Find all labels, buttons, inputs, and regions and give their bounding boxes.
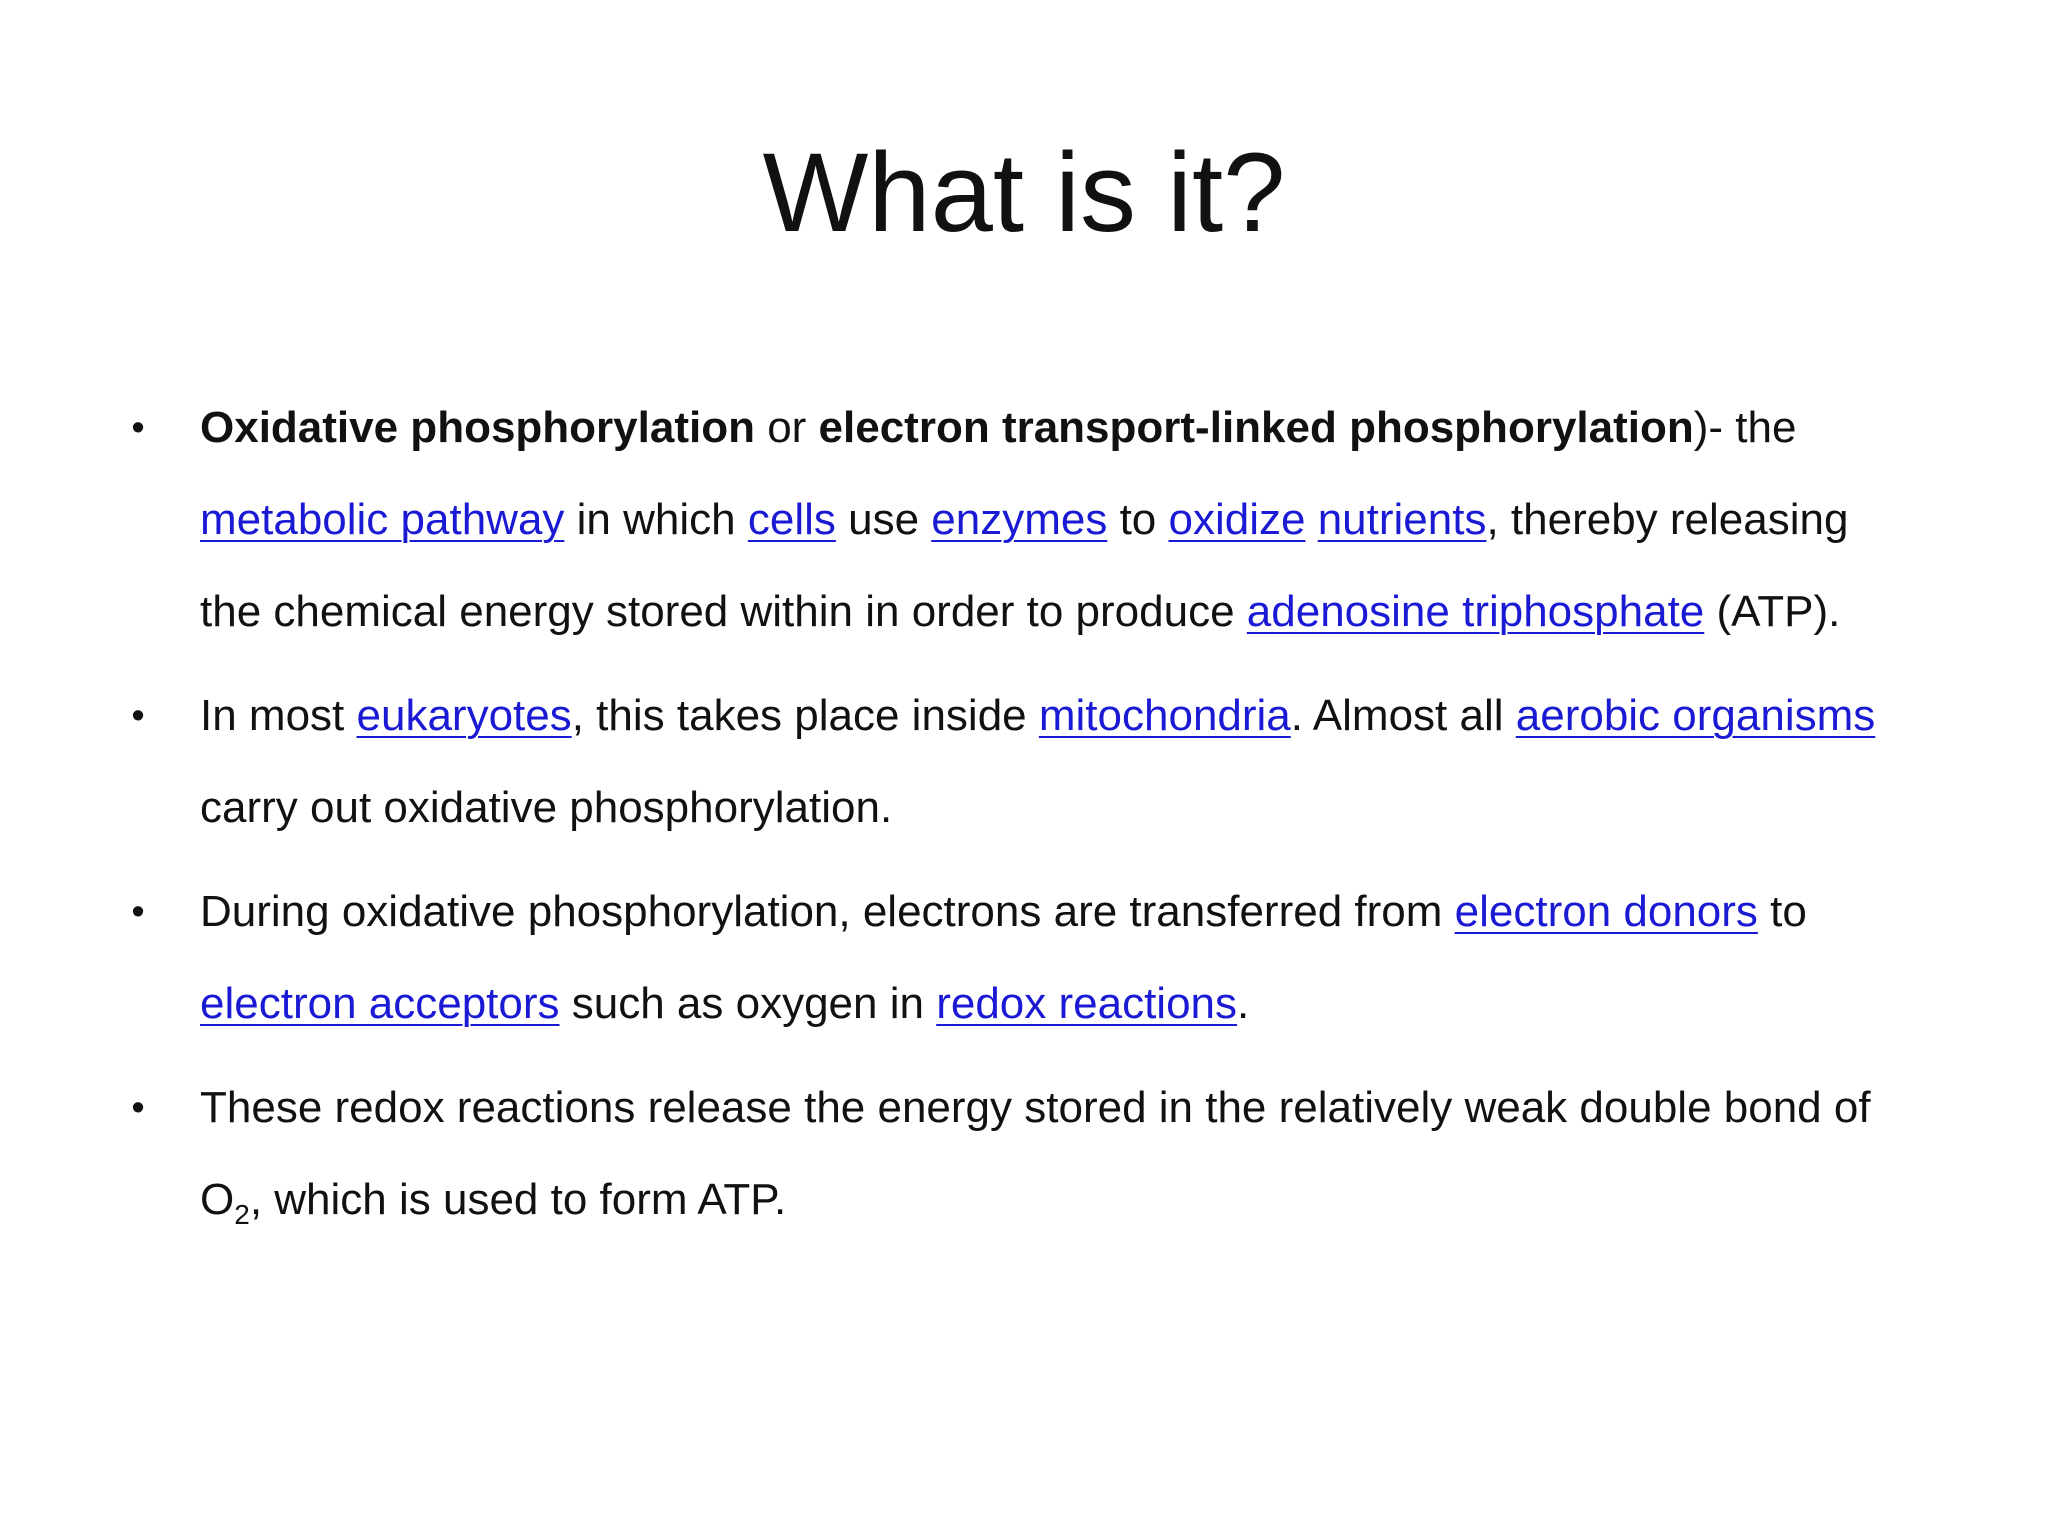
- text: such as oxygen in: [559, 979, 937, 1028]
- term-oxidative-phosphorylation: Oxidative phosphorylation: [200, 403, 755, 452]
- link-oxidize[interactable]: oxidize: [1168, 495, 1306, 544]
- subscript: 2: [234, 1199, 250, 1230]
- link-eukaryotes[interactable]: eukaryotes: [356, 691, 572, 740]
- bullet-list: [131, 382, 1900, 1258]
- bullet-icon: •: [131, 891, 145, 933]
- bullet-item-3: [131, 866, 1900, 1050]
- text: use: [835, 495, 932, 544]
- bullet-icon: •: [131, 407, 145, 449]
- text: , which is used to form ATP.: [249, 1175, 787, 1224]
- link-nutrients[interactable]: nutrients: [1317, 495, 1487, 544]
- bullet-icon: •: [131, 1087, 145, 1129]
- link-metabolic-pathway[interactable]: metabolic pathway: [200, 495, 565, 544]
- text: , this takes place inside: [571, 691, 1039, 740]
- text: to: [1757, 887, 1807, 936]
- link-cells[interactable]: cells: [747, 495, 836, 544]
- text: During oxidative phosphorylation, electrons are transferred from: [200, 887, 1455, 936]
- text: (ATP).: [1704, 587, 1841, 636]
- text: to: [1107, 495, 1169, 544]
- link-electron-donors[interactable]: electron donors: [1454, 887, 1758, 936]
- bullet-item-2: [131, 670, 1900, 854]
- text: in which: [564, 495, 748, 544]
- text: carry out oxidative phosphorylation.: [200, 783, 893, 832]
- link-mitochondria[interactable]: mitochondria: [1038, 691, 1291, 740]
- link-aerobic-organisms[interactable]: aerobic organisms: [1515, 691, 1876, 740]
- text: .: [1237, 979, 1250, 1028]
- text: [1305, 495, 1317, 544]
- link-electron-acceptors[interactable]: electron acceptors: [200, 979, 560, 1028]
- text: These redox reactions release the energy stored in the relatively weak double bond of O: [200, 1083, 1871, 1224]
- text: )- the: [1693, 403, 1797, 452]
- bullet-item-1: [131, 382, 1900, 658]
- text: or: [754, 403, 819, 452]
- text: In most: [200, 691, 357, 740]
- link-enzymes[interactable]: enzymes: [931, 495, 1108, 544]
- bullet-icon: •: [131, 695, 145, 737]
- term-electron-transport-linked: electron transport-linked phosphorylation: [818, 403, 1694, 452]
- text: , thereby releasing the chemical energy stored within in order to produce: [200, 495, 1849, 636]
- link-redox-reactions[interactable]: redox reactions: [936, 979, 1238, 1028]
- bullet-item-4: [131, 1062, 1900, 1246]
- link-adenosine-triphosphate[interactable]: adenosine triphosphate: [1246, 587, 1705, 636]
- text: . Almost all: [1290, 691, 1516, 740]
- slide-title: What is it?: [762, 130, 1286, 255]
